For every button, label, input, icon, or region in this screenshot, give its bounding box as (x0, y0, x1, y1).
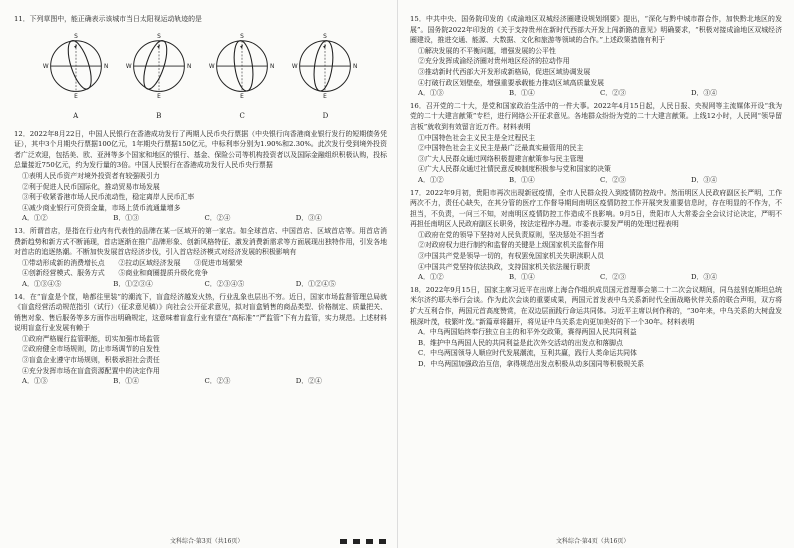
question-stem: 16．召开党的二十大，是党和国家政治生活中的一件大事。2022年4月15日起，人民日报、央视网等主流媒体开设“我为党的二十大建言献策”专栏，进行网络公开征求意见。各地群众纷纷为党的二十大建言献策。上线12小时，人民网“领导留言板”就收到有效留言近万件。材料表明 (410, 101, 782, 131)
option-3: ③推动新时代西部大开发形成新格局，促进区域协调发展 (418, 67, 591, 76)
question-14 (14, 292, 387, 387)
choice-b: B．①④ (113, 377, 139, 386)
answer-choices (410, 272, 782, 283)
choice-c: C．②④ (204, 214, 231, 223)
choice-d: D．②④ (295, 377, 322, 386)
north-label: N (103, 63, 109, 70)
choice-c: C．②③ (600, 273, 626, 282)
choice-d: D．③④ (691, 89, 718, 98)
question-16 (410, 101, 782, 186)
east-label: E (323, 93, 328, 100)
separator-mark (353, 539, 360, 544)
choice-d: D．①②④⑤ (295, 279, 336, 288)
right-page (397, 0, 794, 548)
sun-path-globe-icon (120, 27, 198, 111)
option-4: ④广大人民群众通过社情民意反映制度积极参与党和国家的决策 (418, 165, 611, 174)
question-17 (410, 188, 782, 283)
page-footer: 文科综合·第4页（共16页） (556, 538, 630, 545)
answer-choices (410, 88, 782, 99)
choice-d: D．③④ (691, 175, 718, 184)
choice-c: C．②③ (600, 175, 626, 184)
question-11 (14, 14, 387, 127)
choice-b: B．①④ (509, 89, 535, 98)
west-label: W (125, 63, 132, 70)
separator-mark (379, 539, 386, 544)
question-stem: 12．2022年8月22日，中国人民银行在香港成功发行了两期人民币央行票据（中央银行向香港商业银行发行的短期债务凭证），其中3个月期央行票据100亿元，1年期央行票据150亿元，中标利率分别为1.90%和2.30%。此次发行受到境外投资者广泛欢迎，包括美、欧、亚洲等多个国家和地区的银行、基金、保险公司等机构投资者以及国际金融组织积极认购，投标总量接近750亿元，约为发行量的3倍。中国人民银行在香港成功发行人民币央行票据 (14, 129, 387, 170)
globe-diagram (285, 27, 365, 125)
choice-a: A．①③ (418, 89, 444, 98)
option-4: ④打破行政区划壁垒，增强重要承载能力推动区域高质量发展 (418, 78, 605, 87)
sun-path-globe-icon (286, 27, 364, 111)
sun-path-globe-icon (37, 27, 115, 111)
question-18 (410, 285, 782, 370)
south-label: S (240, 33, 244, 40)
west-label: W (42, 63, 49, 70)
south-label: S (157, 33, 161, 40)
option-3: ③中国共产党是领导一切的，有权罢免国家机关失职渎职人员 (418, 252, 605, 261)
answer-choices (14, 376, 387, 387)
option-d: D．中乌两国加强政治互信，拿得规范出发点积极从动多国同等积极规关系 (418, 360, 645, 368)
option-4: ④中国共产党坚持依法执政，支持国家机关依法履行职责 (418, 262, 591, 271)
choice-a: A．①③④⑤ (22, 279, 62, 288)
option-b: B．维护中乌两国人民的共同利益是此次外交活动的出发点和落脚点 (418, 338, 623, 347)
option-4: ④减少商业银行可贷资金量，市场上货币流通量增多 (22, 203, 181, 212)
choice-b: B．①③ (113, 214, 139, 223)
option-2: ②充分发挥成渝经济圈对贵州地区经济的拉动作用 (418, 57, 570, 66)
option-2: ②中国特色社会主义民主是最广泛最真实最管用的民主 (418, 144, 584, 153)
answer-choices (14, 213, 387, 224)
option-line-1: ①带动形成新的消费增长点 ②拉动区域经济发展 ③促进市场繁荣 (22, 258, 243, 267)
option-2: ②利于促进人民币国际化，推动贸易市场发展 (22, 182, 160, 191)
option-1: ①中国特色社会主义民主是全过程民主 (418, 133, 536, 142)
option-a: A．中乌两国始终奉行独立自主的和平外交政策，赛得两国人民共同利益 (418, 328, 637, 337)
sun-path-globe-icon (203, 27, 281, 111)
globe-diagrams (14, 25, 387, 127)
question-15 (410, 14, 782, 99)
globe-diagram (36, 27, 116, 125)
question-13 (14, 226, 387, 290)
choice-b: B．①④ (509, 175, 535, 184)
choice-c: C．②③④⑤ (204, 279, 245, 288)
globe-option-label: B (156, 111, 162, 120)
question-stem: 18．2022年9月15日，国家主席习近平在出席上海合作组织成员国元首理事会第二十二次会议期间，同乌兹别克斯坦总统米尔济约耶夫举行会谈。作为此次会谈的重要成果，两国元首发表中乌关系新时代全面战略伙伴关系的联合声明，双方将扩大互利合作，两国元首高度赞赏，在双边层面践行命运共同体。习近平主席以何作称的，“30年来，中乌关系的大树盘发根深叶茂，枝繁叶茂。”新篇章将翻开，将见证中乌关系走向更加美好的下一个30年。材料表明 (410, 285, 782, 326)
answer-choices (410, 175, 782, 186)
option-2: ②政府健全市场规则，防止市场调节的自发性 (22, 345, 160, 354)
north-label: N (353, 63, 358, 70)
choice-c: C．②③ (600, 89, 626, 98)
option-c: C．中乌两国领导人顺应时代发展潮流，互利共赢，践行人类命运共同体 (418, 349, 637, 358)
question-stem: 14．在“盲盒是个筐，啥都往里装”的潮流下，盲盒经济越发火热，行业乱象也层出不穷。近日，国家市场监督管理总局就《盲盒经营活动规范指引（试行）（征求意见稿）》向社会公开征求意见，拟对盲盒销售的商品类型、价格制定、质量把关、销售对象、售后服务等多方面作出明确规定，这意味着盲盒行业有望在“高标准”“严监管”下有力监管，实力规范。上述材料说明盲盒行业发展有赖于 (14, 292, 387, 333)
north-label: N (270, 63, 275, 70)
east-label: E (73, 93, 78, 100)
choice-a: A．①② (418, 175, 444, 184)
globe-diagram (202, 27, 282, 125)
separator-mark (366, 539, 373, 544)
option-2: ②对政府权力进行制约和监督的关键是上级国家机关监督作用 (418, 241, 605, 250)
globe-option-label: A (73, 111, 79, 120)
west-label: W (292, 63, 299, 70)
option-4: ④充分发挥市场在盲盒资源配置中的决定作用 (22, 366, 160, 375)
answer-choices (14, 279, 387, 290)
south-label: S (323, 33, 328, 40)
option-1: ①政府严格履行监管职能，切实加强市场监管 (22, 334, 160, 343)
globe-option-label: D (322, 111, 329, 120)
option-line-2: ④创新经营模式、服务方式 ⑤商业和商圈提质升级化竞争 (22, 269, 209, 278)
south-label: S (73, 33, 78, 40)
choice-b: B．①②③④ (113, 279, 153, 288)
question-stem: 13．所谓首店，是指在行业内有代表性的品牌在某一区域开的第一家店。如全球首店、中国首店、区域首店等。用首店消费新趋势和新方式不断涌现，首店逐渐在推广品牌形象、创新风格特征、激发消费新需求等方面展现出独特作用，引发各地对首店的追逐热潮。不断加快发展首店经济步伐，引入首店经济模式对经济发展的积极影响有 (14, 226, 387, 257)
option-3: ③广大人民群众通过网络积极提建言献策参与民主管理 (418, 154, 584, 163)
option-3: ③盲盒企业遵守市场规则，积极承担社会责任 (22, 356, 160, 365)
choice-c: C．②③ (204, 377, 231, 386)
north-label: N (186, 63, 192, 70)
option-1: ①解决发展的不平衡问题，增强发展的公平性 (418, 46, 556, 55)
option-1: ①表明人民币资产对境外投资者有较强吸引力 (22, 171, 160, 180)
choice-d: D．③④ (691, 273, 718, 282)
choice-d: D．③④ (295, 214, 322, 223)
question-stem: 11．下列草图中，能正确表示该城市当日太阳视运动轨迹的是 (14, 15, 202, 23)
choice-a: A．①② (22, 214, 48, 223)
globe-option-label: C (239, 111, 245, 120)
page-footer: 文科综合·第3页（共16页） (170, 538, 244, 545)
globe-diagram (119, 27, 199, 125)
separator-mark (340, 539, 347, 544)
question-12 (14, 129, 387, 224)
choice-a: A．①③ (22, 377, 48, 386)
question-stem: 15．中共中央、国务院印发的《成渝地区双城经济圈建设规划纲要》提出，“深化与黔中城市群合作，加快黔北地区的发展”。国务院2022年印发的《关于支持贵州在新时代西部大开发上闯新路的意见》明确要求，“积极对接成渝地区双城经济圈建设，推进交通、能源、大数据、文化和旅游等领域的合作。”上述政策措施有利于 (410, 15, 782, 45)
question-stem: 17．2022年9月初，贵阳市再次出现新冠疫情，全市人民群众投入到疫情防控战中。然而明区人民政府副区长严明，工作两次不力，责任心缺失，在其分管的医疗工作督导期间南明区疫情防控工作开展突发重要信息时，存在明显的不作为，不担当，不负责，一问三不知，对南明区疫情防控工作造成不良影响。9月5日，贵阳市人大常委会全会议讨论决定，严明不再担任南明区人民政府副区长职务，按法定程序办理。市委表示要发严明的处理过程表明 (410, 188, 782, 229)
east-label: E (240, 93, 244, 100)
choice-a: A．①② (418, 273, 444, 282)
option-3: ③利于收紧香港市场人民币流动性，稳定离岸人民币汇率 (22, 193, 195, 202)
west-label: W (209, 63, 215, 70)
page-separator-marks (340, 539, 386, 544)
east-label: E (157, 93, 161, 100)
choice-b: B．①④ (509, 273, 535, 282)
option-1: ①政府在党的领导下坚持对人民负责原则，坚决惩处不担当者 (418, 230, 605, 239)
